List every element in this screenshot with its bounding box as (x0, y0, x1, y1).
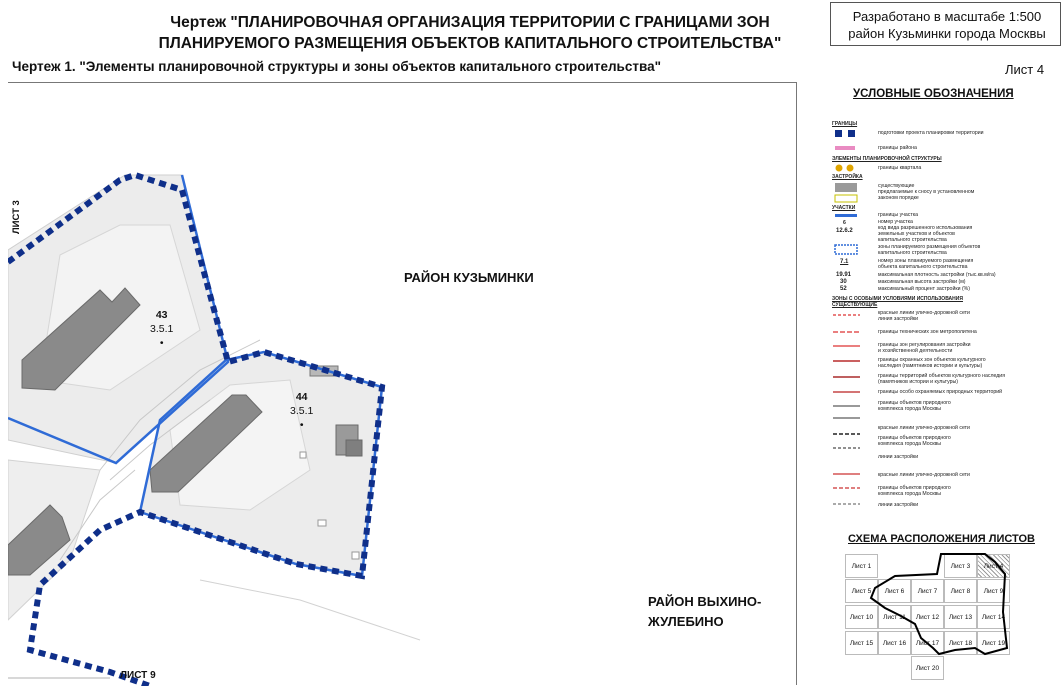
scheme-sheet[interactable]: Лист 5 (845, 579, 878, 603)
scheme-sheet[interactable]: Лист 14 (977, 605, 1010, 629)
legend-item: максимальный процент застройки (%) (878, 286, 971, 292)
legend-num: 52 (840, 286, 847, 292)
building (300, 452, 306, 458)
legend-item: границы охранных зон объектов культурного (878, 357, 986, 363)
legend-section-plots: УЧАСТКИ (832, 205, 856, 211)
sheet-left-label[interactable]: ЛИСТ 3 (11, 200, 22, 234)
scheme-sheet[interactable]: Лист 3 (944, 554, 977, 578)
building (346, 440, 362, 456)
legend-item: подготовки проекта планировки территории (878, 130, 984, 136)
sheet-number: Лист 4 (1005, 62, 1045, 77)
scheme-sheet[interactable]: Лист 20 (911, 656, 944, 680)
scheme-sheet[interactable]: Лист 16 (878, 631, 911, 655)
legend-item: границы объектов природного (878, 435, 951, 441)
scheme-sheet[interactable]: Лист 11 (878, 605, 911, 629)
building (318, 520, 326, 526)
legend-item: границы района (878, 145, 917, 151)
parcel-43-number: 43 (155, 309, 168, 321)
parcel-44-number: 44 (295, 391, 308, 403)
legend-item: капитального строительства (878, 250, 947, 256)
legend-item: законом порядке (878, 195, 919, 201)
scale-note (838, 8, 1056, 42)
scheme-sheet[interactable]: Лист 6 (878, 579, 911, 603)
legend-num: 7.1 (840, 259, 849, 265)
legend-item: границы объектов природного (878, 485, 951, 491)
legend-item: максимальная плотность застройки (тыс.кв.м/га) (878, 272, 996, 278)
drawing-title-line1: Чертеж "ПЛАНИРОВОЧНАЯ ОРГАНИЗАЦИЯ ТЕРРИТОРИИ С ГРАНИЦАМИ ЗОН (170, 14, 770, 31)
legend-num: 6 (843, 220, 846, 226)
scheme-sheet[interactable]: Лист 1 (845, 554, 878, 578)
legend-section-limits: ЗОНЫ С ОСОБЫМИ УСЛОВИЯМИ ИСПОЛЬЗОВАНИЯ (832, 296, 963, 302)
legend-item: объекта капитального строительства (878, 264, 968, 270)
legend-item: номер зоны планируемого размещения (878, 258, 974, 264)
sheet-scheme-title: СХЕМА РАСПОЛОЖЕНИЯ ЛИСТОВ (848, 533, 1035, 545)
parcel-43-marker: • (159, 337, 164, 349)
legend-panel (830, 100, 1058, 525)
legend-item: границы территорий объектов культурного наследия (878, 373, 1006, 379)
scale-line1: Разработано в масштабе 1:500 (852, 9, 1042, 24)
district-vykhino-line1: РАЙОН ВЫХИНО- (648, 594, 762, 609)
legend-num: 30 (840, 279, 847, 285)
legend-item: красные линии улично-дорожной сети (878, 310, 970, 316)
legend-section-borders: ГРАНИЦЫ (832, 121, 858, 127)
road-line (200, 580, 420, 640)
parcel-44-code: 3.5.1 (290, 405, 314, 417)
legend-num: 19.91 (836, 272, 852, 278)
legend-item: границы объектов природного (878, 400, 951, 406)
legend-item: границы квартала (878, 165, 922, 171)
legend-item: капитального строительства (878, 237, 947, 243)
scheme-sheet[interactable]: Лист 19 (977, 631, 1010, 655)
legend-item: комплекса города Москвы (878, 441, 942, 447)
scheme-sheet[interactable]: Лист 12 (911, 605, 944, 629)
scheme-sheet[interactable]: Лист 10 (845, 605, 878, 629)
legend-item: красные линии улично-дорожной сети (878, 425, 970, 431)
scheme-sheet[interactable]: Лист 9 (977, 579, 1010, 603)
legend-item: существующие (878, 183, 915, 189)
scheme-sheet[interactable]: Лист 17 (911, 631, 944, 655)
scheme-sheet[interactable]: Лист 8 (944, 579, 977, 603)
legend-item: предлагаемые к сносу в установленном (878, 189, 975, 195)
parcel-43-label[interactable] (150, 308, 173, 350)
legend-item: границы особо охраняемых природных территорий (878, 389, 1003, 395)
legend-item: границы участка (878, 212, 918, 218)
legend-item: наследия (памятников истории и культуры) (878, 363, 983, 369)
scheme-sheet-current[interactable]: Лист 4 (977, 554, 1010, 578)
scheme-sheet[interactable]: Лист 15 (845, 631, 878, 655)
legend-item: зоны планируемого размещения объектов (878, 244, 981, 250)
district-label-kuzminki: РАЙОН КУЗЬМИНКИ (404, 270, 534, 285)
scheme-sheet[interactable]: Лист 7 (911, 579, 944, 603)
legend-num: 12.6.2 (836, 228, 853, 234)
legend-item: линии застройки (878, 454, 919, 460)
legend-item: и хозяйственной деятельности (878, 348, 953, 354)
legend-item: линии застройки (878, 502, 919, 508)
parcel-44-marker: • (299, 419, 304, 431)
legend-item: (памятников истории и культуры) (878, 379, 958, 385)
legend-item: максимальная высота застройки (м) (878, 279, 966, 285)
legend-item: код вида разрешенного использования (878, 225, 973, 231)
sheet-scheme (845, 552, 1017, 680)
legend-item: комплекса города Москвы (878, 406, 942, 412)
legend-item: номер участка (878, 219, 913, 225)
drawing-title-line2: ПЛАНИРУЕМОГО РАЗМЕЩЕНИЯ ОБЪЕКТОВ КАПИТАЛЬНОГО СТРОИТЕЛЬСТВА" (158, 35, 782, 52)
scale-line2: район Кузьминки города Москвы (848, 26, 1046, 41)
legend-item: красные линии улично-дорожной сети (878, 472, 970, 478)
parcel-44-label[interactable] (290, 390, 313, 432)
legend-item: границы зон регулирования застройки (878, 342, 971, 348)
legend-section-existing: СУЩЕСТВУЮЩИЕ (832, 302, 878, 308)
parcel-43-code: 3.5.1 (150, 323, 174, 335)
sheet-left-label-wrap (11, 198, 25, 234)
building (352, 552, 359, 559)
scheme-sheet[interactable]: Лист 13 (944, 605, 977, 629)
legend-item: линия застройки (878, 316, 919, 322)
legend-item: границы технических зон метрополитена (878, 329, 977, 335)
scheme-sheet[interactable]: Лист 18 (944, 631, 977, 655)
legend-section-planning: ЭЛЕМЕНТЫ ПЛАНИРОВОЧНОЙ СТРУКТУРЫ (832, 156, 942, 162)
legend-item: земельных участков и объектов (878, 231, 955, 237)
legend-section-building: ЗАСТРОЙКА (832, 174, 863, 180)
sheet-bottom-label[interactable]: ЛИСТ 9 (120, 670, 156, 681)
district-label-vykhino (648, 592, 761, 632)
drawing-subtitle: Чертеж 1. "Элементы планировочной структуры и зоны объектов капитального строительства" (12, 59, 661, 74)
legend-title: УСЛОВНЫЕ ОБОЗНАЧЕНИЯ (853, 88, 1014, 100)
district-vykhino-line2: ЖУЛЕБИНО (648, 614, 724, 629)
legend-item: комплекса города Москвы (878, 491, 942, 497)
